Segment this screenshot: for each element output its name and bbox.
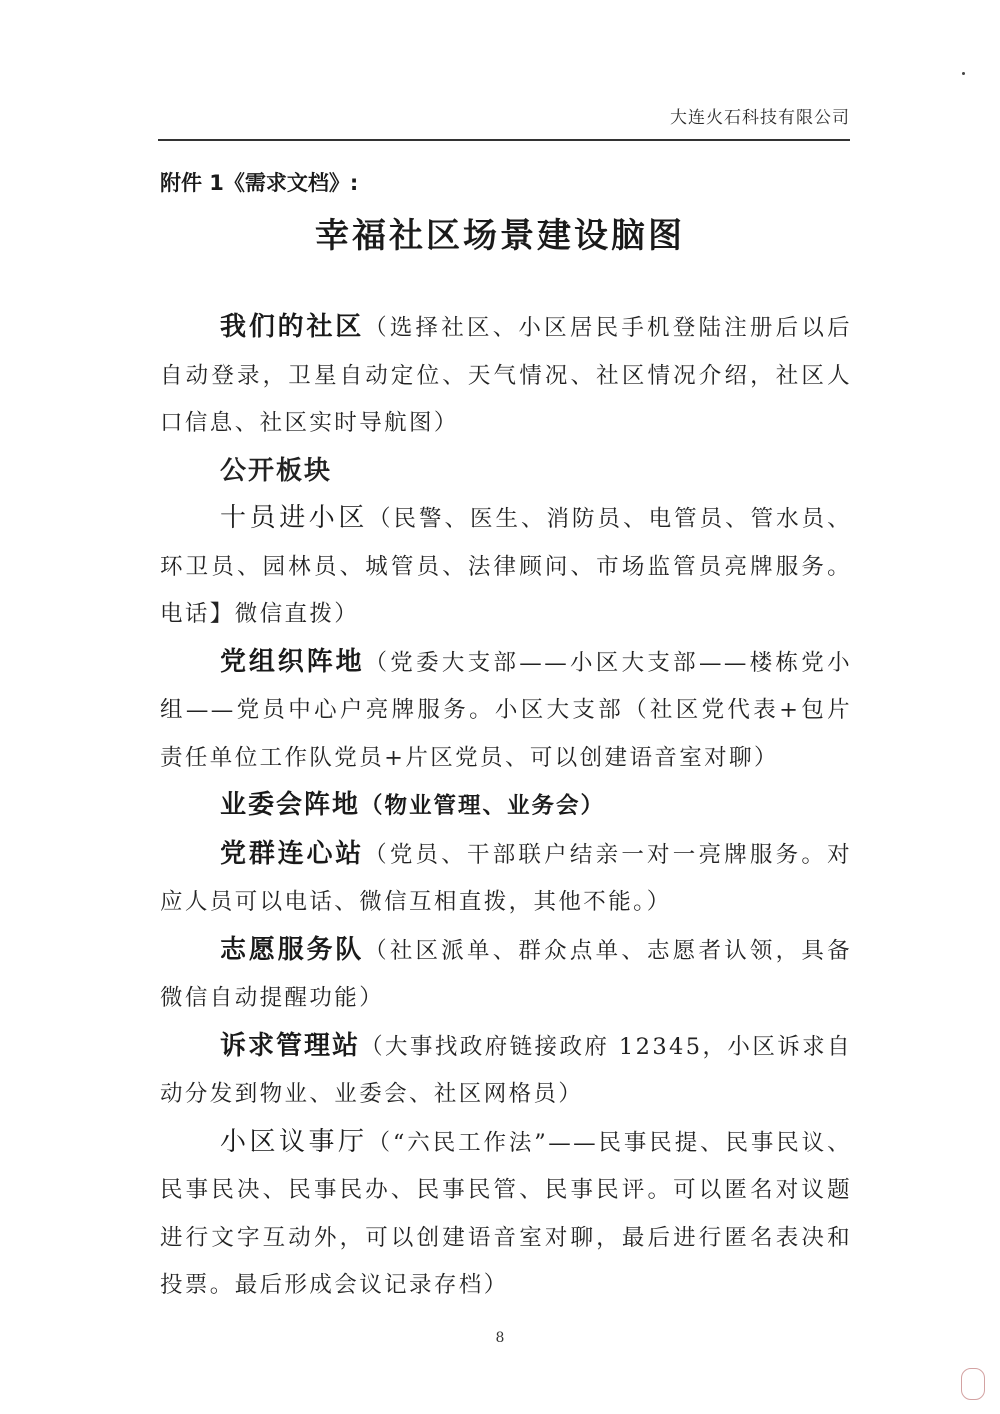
section-appeals-station: [160, 1023, 852, 1119]
section-lead: 十员进小区: [220, 503, 369, 533]
scan-speck: [962, 72, 965, 75]
section-lead: 志愿服务队: [220, 934, 365, 965]
section-party-mass-station: [160, 831, 852, 927]
section-lead: 业委会阵地: [220, 790, 361, 820]
section-text: （物业管理、业务会）: [360, 793, 606, 819]
document-title: 幸福社区场景建设脑图: [315, 216, 685, 256]
section-lead: 党群连心站: [220, 838, 365, 869]
section-text: （大事找政府链接政府 12345，小区诉求自动分发到物业、业委会、社区网格员）: [160, 1033, 852, 1107]
section-lead: 我们的社区: [220, 312, 365, 342]
section-heading-public: 公开板块: [220, 455, 333, 486]
section-text: （民警、医生、消防员、电管员、管水员、环卫员、园林员、城管员、法律顾问、市场监管员亮牌服务。电话】微信直拨）: [160, 506, 852, 627]
section-lead: 小区议事厅: [220, 1126, 368, 1157]
attachment-label: 附件 1《需求文档》:: [160, 171, 359, 195]
section-text: （“六民工作法”——民事民提、民事民议、民事民决、民事民办、民事民管、民事民评。可以匿名对议题进行文字互动外，可以创建语音室对聊，最后进行匿名表决和投票。最后形成会议记录存档）: [160, 1129, 852, 1298]
section-lead: 党组织阵地: [220, 646, 365, 677]
header-company: 大连火石科技有限公司: [670, 108, 850, 128]
section-text: （社区派单、群众点单、志愿者认领，具备微信自动提醒功能）: [160, 937, 852, 1011]
section-ten-staff: [160, 495, 852, 639]
header-divider: [158, 139, 850, 141]
seal-stamp-icon: [961, 1368, 985, 1400]
section-lead: 诉求管理站: [220, 1030, 361, 1061]
section-deliberation-hall: [160, 1119, 852, 1310]
section-owners-committee: [160, 782, 852, 831]
document-body: [160, 304, 852, 1310]
section-text: （党委大支部——小区大支部——楼栋党小组——党员中心户亮牌服务。小区大支部（社区党代表+包片责任单位工作队党员+片区党员、可以创建语音室对聊）: [160, 649, 852, 771]
section-volunteer-team: [160, 927, 852, 1023]
section-our-community: [160, 304, 852, 448]
section-text: （选择社区、小区居民手机登陆注册后以后自动登录，卫星自动定位、天气情况、社区情况介绍，社区人口信息、社区实时导航图）: [160, 315, 852, 436]
section-party-org: [160, 639, 852, 783]
page-number: 8: [495, 1330, 505, 1346]
section-text: （党员、干部联户结亲一对一亮牌服务。对应人员可以电话、微信互相直拨，其他不能。）: [160, 841, 852, 915]
